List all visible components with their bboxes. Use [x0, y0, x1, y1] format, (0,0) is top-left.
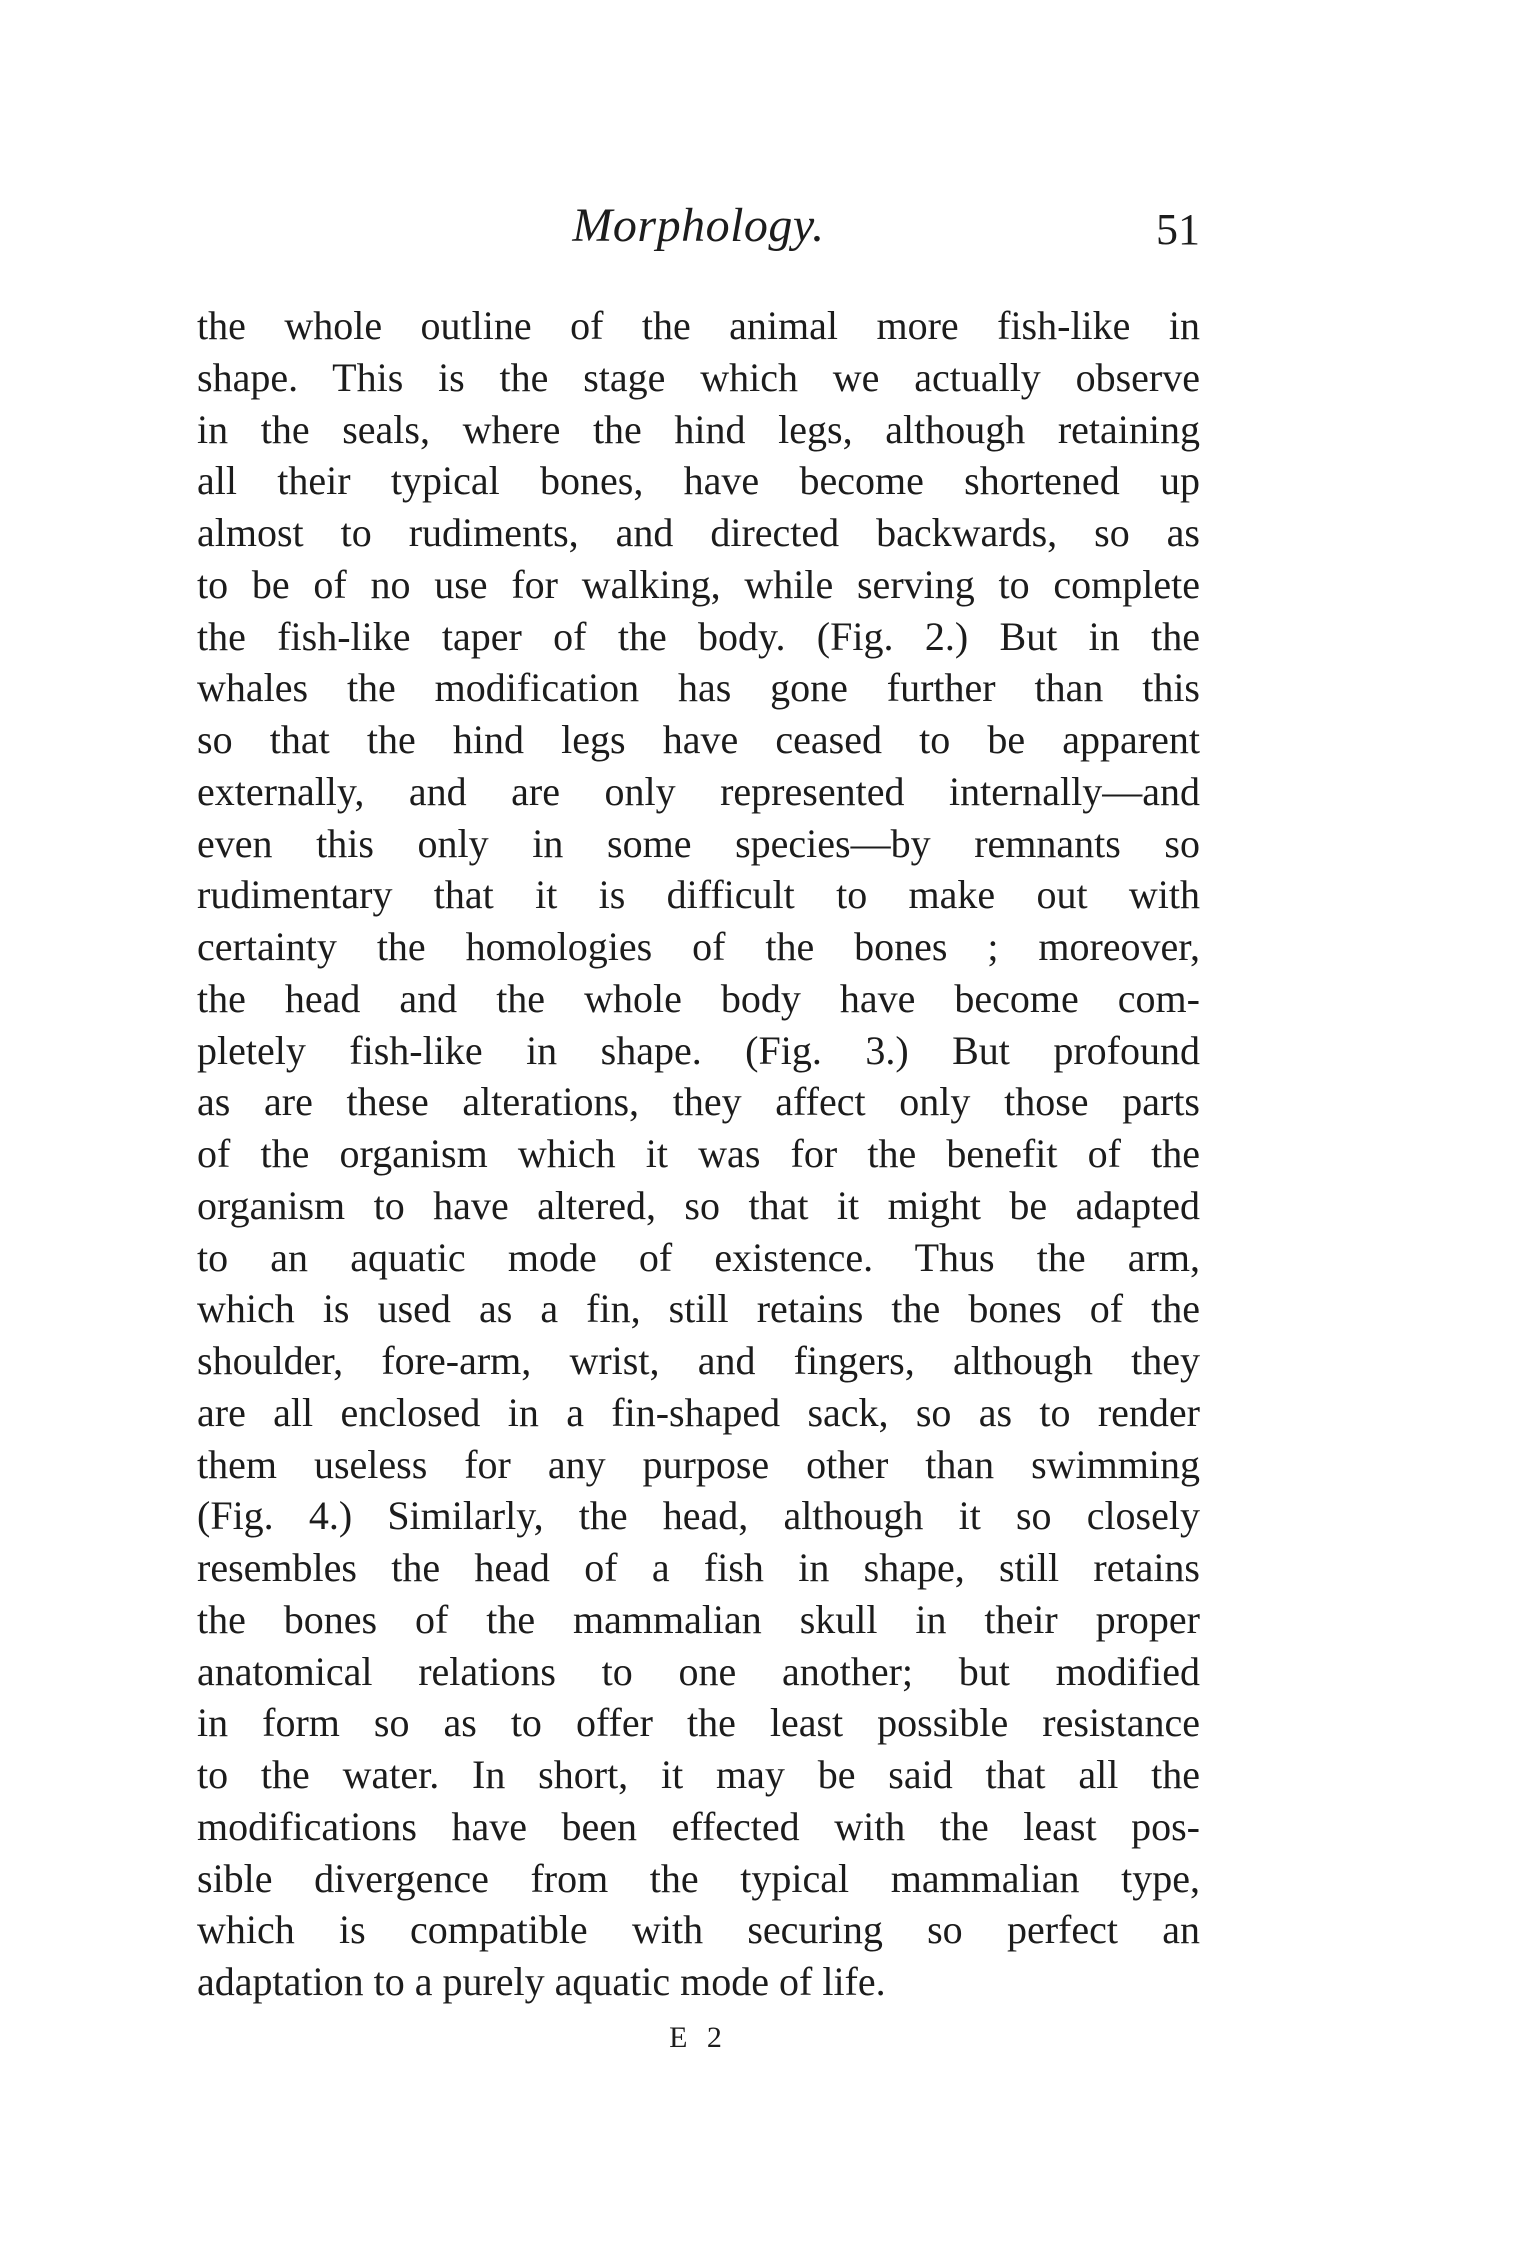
text-line: even this only in some species—by remnants so [197, 820, 1200, 866]
signature-mark: E 2 [669, 2021, 728, 2054]
text-line: pletely fish-like in shape. (Fig. 3.) But profound [197, 1027, 1200, 1073]
text-line: whales the modification has gone further than this [197, 665, 1200, 711]
text-line: the whole outline of the animal more fish-like in [197, 303, 1200, 348]
text-line: to the water. In short, it may be said that all the [197, 1752, 1200, 1797]
text-line: organism to have altered, so that it might be adapted [197, 1182, 1200, 1228]
text-line: as are these alterations, they affect only those parts [197, 1079, 1200, 1125]
text-line: modifications have been effected with the least pos- [197, 1803, 1200, 1849]
running-head [197, 198, 1200, 268]
text-line: of the organism which it was for the benefit of the [197, 1131, 1200, 1176]
text-line: the head and the whole body have become com- [197, 975, 1200, 1021]
text-line: to an aquatic mode of existence. Thus the arm, [197, 1234, 1200, 1280]
text-line: so that the hind legs have ceased to be apparent [197, 717, 1200, 762]
text-line: them useless for any purpose other than swimming [197, 1441, 1200, 1487]
text-line: shape. This is the stage which we actually observe [197, 354, 1200, 400]
text-line: (Fig. 4.) Similarly, the head, although it so closely [197, 1493, 1200, 1539]
text-line: which is used as a fin, still retains the bones of the [197, 1286, 1200, 1332]
text-line: certainty the homologies of the bones ; moreover, [197, 924, 1200, 969]
text-line: rudimentary that it is difficult to make out with [197, 872, 1200, 918]
text-line: sible divergence from the typical mammalian type, [197, 1855, 1200, 1901]
page-number: 51 [1156, 205, 1200, 254]
text-line: the bones of the mammalian skull in their proper [197, 1596, 1200, 1642]
body-text [197, 300, 1200, 2008]
text-line: in the seals, where the hind legs, although retaining [197, 406, 1200, 452]
text-line: anatomical relations to one another; but modified [197, 1648, 1200, 1694]
text-line: in form so as to offer the least possible resistance [197, 1700, 1200, 1746]
text-line: are all enclosed in a fin-shaped sack, so as to render [197, 1389, 1200, 1435]
text-line: to be of no use for walking, while serving to complete [197, 561, 1200, 607]
text-line: shoulder, fore-arm, wrist, and fingers, although they [197, 1338, 1200, 1383]
text-line: adaptation to a purely aquatic mode of life. [197, 1959, 886, 2004]
text-line: the fish-like taper of the body. (Fig. 2.) But in the [197, 613, 1200, 659]
running-title: Morphology. [572, 199, 825, 252]
text-line: which is compatible with securing so perfect an [197, 1907, 1200, 1953]
text-line: externally, and are only represented internally—and [197, 768, 1200, 814]
text-line: resembles the head of a fish in shape, still retains [197, 1545, 1200, 1590]
text-line: almost to rudiments, and directed backwards, so as [197, 510, 1200, 555]
text-line: all their typical bones, have become shortened up [197, 458, 1200, 504]
